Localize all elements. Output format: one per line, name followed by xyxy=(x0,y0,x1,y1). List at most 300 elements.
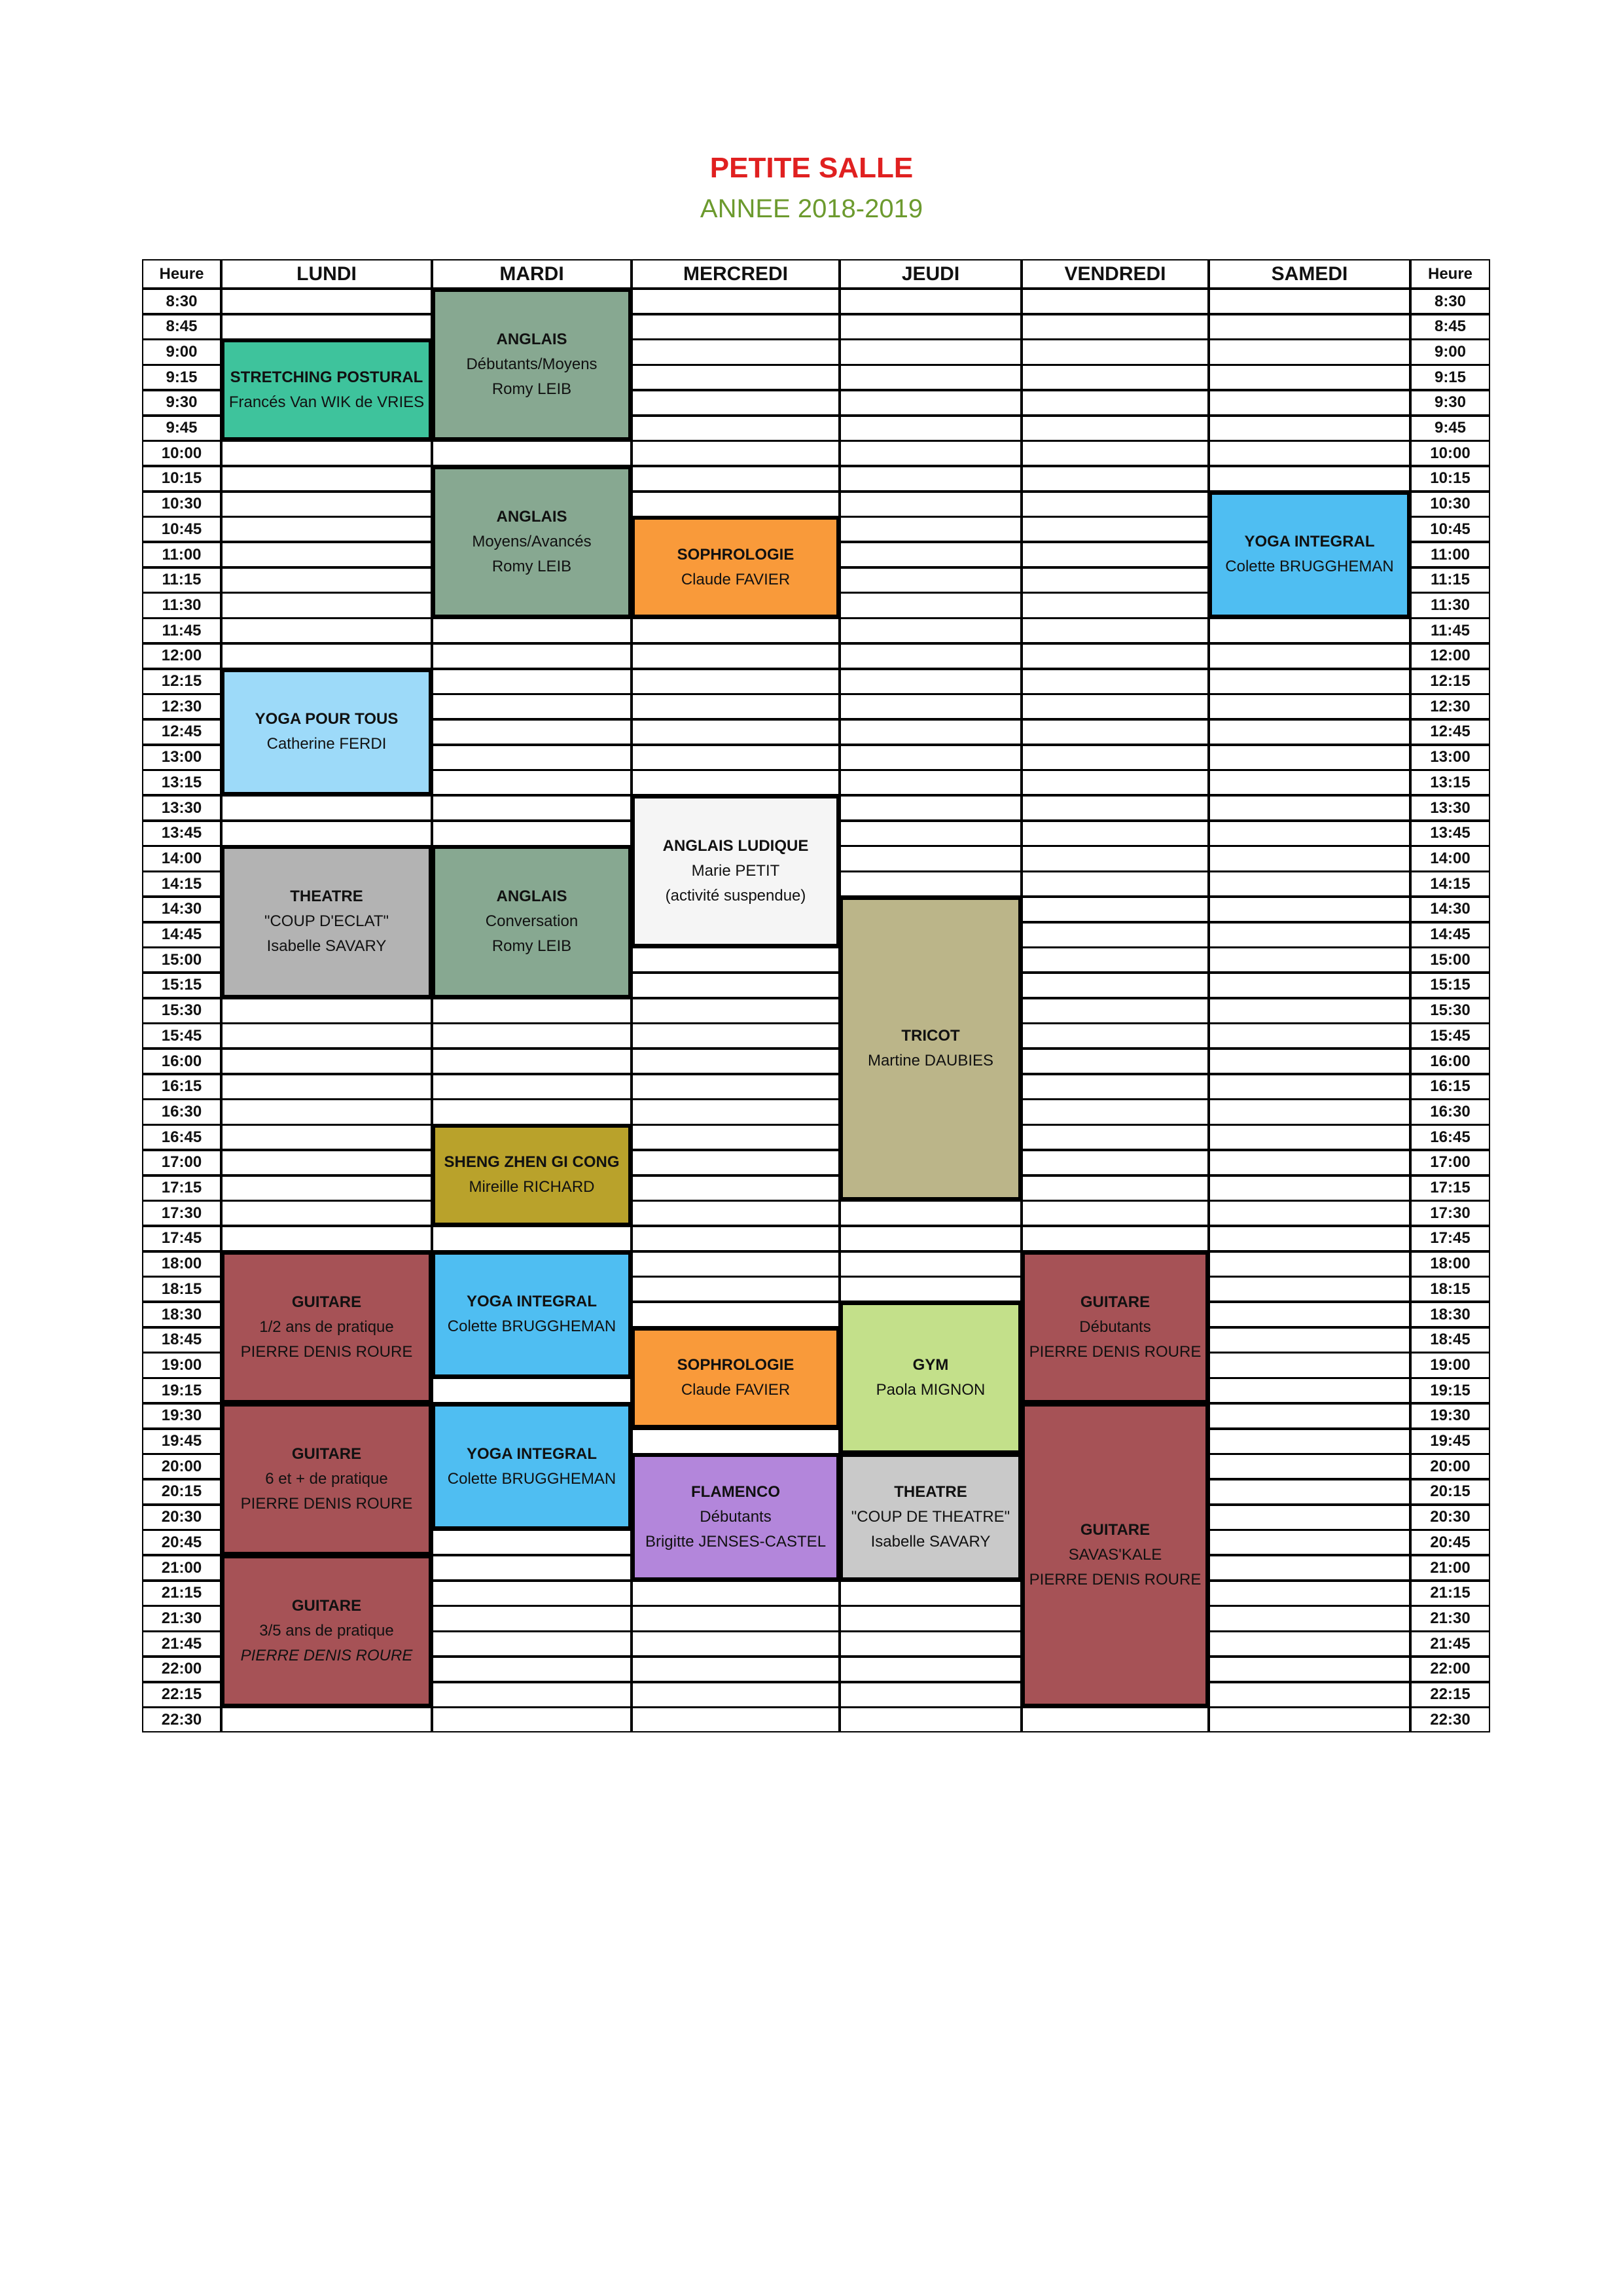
empty-slot xyxy=(840,1682,1022,1708)
activity-block[interactable] xyxy=(432,289,632,440)
empty-slot xyxy=(432,998,632,1024)
empty-slot xyxy=(1022,1074,1209,1100)
time-label: 22:30 xyxy=(1410,1707,1490,1732)
empty-slot xyxy=(1022,618,1209,643)
empty-slot xyxy=(840,466,1022,492)
empty-slot xyxy=(221,314,432,340)
time-label: 8:45 xyxy=(1410,314,1490,340)
time-label: 11:15 xyxy=(1410,567,1490,593)
activity-title: GYM xyxy=(912,1356,949,1374)
empty-slot xyxy=(1209,365,1410,390)
day-header: JEUDI xyxy=(840,259,1022,289)
empty-slot xyxy=(632,1074,840,1100)
activity-title: GUITARE xyxy=(291,1597,362,1615)
time-label: 19:45 xyxy=(1410,1429,1490,1454)
time-label: 14:15 xyxy=(142,871,221,897)
empty-slot xyxy=(432,1631,632,1657)
empty-slot xyxy=(221,795,432,821)
empty-slot xyxy=(432,618,632,643)
day-header: LUNDI xyxy=(221,259,432,289)
empty-slot xyxy=(1022,1707,1209,1732)
time-label: 17:15 xyxy=(142,1175,221,1201)
activity-block[interactable] xyxy=(432,1124,632,1226)
time-label: 15:30 xyxy=(1410,998,1490,1024)
empty-slot xyxy=(1209,897,1410,922)
time-label: 19:45 xyxy=(142,1429,221,1454)
empty-slot xyxy=(1022,314,1209,340)
empty-slot xyxy=(840,1707,1022,1732)
time-label: 10:45 xyxy=(1410,516,1490,542)
empty-slot xyxy=(1022,897,1209,922)
empty-slot xyxy=(1022,567,1209,593)
empty-slot xyxy=(840,1657,1022,1682)
empty-slot xyxy=(1022,516,1209,542)
time-label: 11:00 xyxy=(1410,542,1490,567)
activity-detail: Moyens/Avancés xyxy=(472,532,592,550)
time-label: 21:30 xyxy=(1410,1605,1490,1631)
empty-slot xyxy=(1022,289,1209,314)
empty-slot xyxy=(1209,390,1410,416)
time-label: 21:00 xyxy=(1410,1555,1490,1581)
empty-slot xyxy=(1209,1302,1410,1327)
empty-slot xyxy=(632,1581,840,1606)
time-label: 16:15 xyxy=(142,1074,221,1100)
empty-slot xyxy=(1022,1124,1209,1150)
empty-slot xyxy=(632,339,840,365)
empty-slot xyxy=(632,289,840,314)
activity-block[interactable] xyxy=(840,1302,1022,1454)
time-label: 11:30 xyxy=(1410,592,1490,618)
empty-slot xyxy=(632,1251,840,1277)
empty-slot xyxy=(1209,1175,1410,1201)
empty-slot xyxy=(1209,998,1410,1024)
activity-title: YOGA INTEGRAL xyxy=(466,1444,597,1463)
empty-slot xyxy=(1209,1581,1410,1606)
time-label: 21:00 xyxy=(142,1555,221,1581)
empty-slot xyxy=(632,1049,840,1074)
time-label: 12:30 xyxy=(1410,694,1490,719)
activity-block[interactable] xyxy=(221,1403,432,1555)
empty-slot xyxy=(1209,314,1410,340)
time-label: 19:30 xyxy=(142,1403,221,1429)
activity-detail: 6 et + de pratique xyxy=(265,1469,388,1488)
empty-slot xyxy=(632,1605,840,1631)
activity-title: GUITARE xyxy=(291,1444,362,1463)
activity-detail: Isabelle SAVARY xyxy=(870,1532,991,1551)
empty-slot xyxy=(1209,1429,1410,1454)
activity-block[interactable] xyxy=(432,846,632,997)
time-label: 18:45 xyxy=(1410,1327,1490,1353)
activity-detail: Isabelle SAVARY xyxy=(266,937,387,956)
empty-slot xyxy=(1209,1074,1410,1100)
empty-slot xyxy=(632,1682,840,1708)
time-label: 18:30 xyxy=(142,1302,221,1327)
activity-detail: Débutants/Moyens xyxy=(466,355,597,374)
activity-block[interactable] xyxy=(632,516,840,618)
time-label: 19:15 xyxy=(1410,1378,1490,1403)
empty-slot xyxy=(221,1049,432,1074)
empty-slot xyxy=(1209,1707,1410,1732)
empty-slot xyxy=(432,1530,632,1555)
activity-title: ANGLAIS LUDIQUE xyxy=(662,837,809,855)
empty-slot xyxy=(1209,1530,1410,1555)
empty-slot xyxy=(632,643,840,669)
time-label: 18:30 xyxy=(1410,1302,1490,1327)
empty-slot xyxy=(1022,466,1209,492)
empty-slot xyxy=(632,416,840,441)
empty-slot xyxy=(1209,947,1410,973)
time-label: 12:00 xyxy=(142,643,221,669)
time-label: 19:00 xyxy=(1410,1352,1490,1378)
time-label: 15:30 xyxy=(142,998,221,1024)
empty-slot xyxy=(1022,719,1209,745)
page-title: PETITE SALLE xyxy=(709,152,914,184)
empty-slot xyxy=(1209,821,1410,846)
empty-slot xyxy=(1209,1124,1410,1150)
empty-slot xyxy=(1209,1150,1410,1175)
time-label: 11:15 xyxy=(142,567,221,593)
time-label: 17:45 xyxy=(1410,1226,1490,1251)
time-label: 17:00 xyxy=(142,1150,221,1175)
empty-slot xyxy=(1209,1327,1410,1353)
empty-slot xyxy=(840,390,1022,416)
time-label: 16:45 xyxy=(142,1124,221,1150)
time-label: 20:30 xyxy=(142,1505,221,1530)
empty-slot xyxy=(840,821,1022,846)
time-label: 12:45 xyxy=(1410,719,1490,745)
time-label: 20:45 xyxy=(1410,1530,1490,1555)
activity-detail: PIERRE DENIS ROURE xyxy=(240,1342,413,1361)
empty-slot xyxy=(1022,669,1209,694)
empty-slot xyxy=(632,365,840,390)
activity-detail: Francés Van WIK de VRIES xyxy=(228,393,425,411)
empty-slot xyxy=(1022,440,1209,466)
empty-slot xyxy=(1209,871,1410,897)
activity-title: SOPHROLOGIE xyxy=(677,1356,794,1374)
time-label: 14:30 xyxy=(1410,897,1490,922)
empty-slot xyxy=(1022,846,1209,871)
empty-slot xyxy=(840,1251,1022,1277)
time-label: 9:45 xyxy=(1410,416,1490,441)
empty-slot xyxy=(632,390,840,416)
empty-slot xyxy=(840,492,1022,517)
activity-detail: Romy LEIB xyxy=(491,380,572,399)
time-label: 16:00 xyxy=(142,1049,221,1074)
empty-slot xyxy=(1022,998,1209,1024)
empty-slot xyxy=(1022,1023,1209,1049)
empty-slot xyxy=(840,871,1022,897)
empty-slot xyxy=(1209,1276,1410,1302)
time-label: 15:00 xyxy=(142,947,221,973)
empty-slot xyxy=(1209,846,1410,871)
time-label: 22:00 xyxy=(142,1657,221,1682)
time-label: 18:15 xyxy=(142,1276,221,1302)
activity-detail: Colette BRUGGHEMAN xyxy=(447,1318,616,1336)
empty-slot xyxy=(632,973,840,998)
time-label: 17:30 xyxy=(142,1200,221,1226)
empty-slot xyxy=(432,1099,632,1124)
time-label: 22:30 xyxy=(142,1707,221,1732)
empty-slot xyxy=(1209,1454,1410,1479)
activity-block[interactable] xyxy=(221,1555,432,1707)
time-label: 18:45 xyxy=(142,1327,221,1353)
time-label: 16:30 xyxy=(1410,1099,1490,1124)
empty-slot xyxy=(221,542,432,567)
activity-detail: Colette BRUGGHEMAN xyxy=(1225,558,1394,576)
empty-slot xyxy=(1022,1150,1209,1175)
empty-slot xyxy=(221,592,432,618)
empty-slot xyxy=(840,592,1022,618)
empty-slot xyxy=(840,1226,1022,1251)
activity-title: YOGA INTEGRAL xyxy=(466,1293,597,1311)
activity-detail: PIERRE DENIS ROURE xyxy=(1029,1342,1202,1361)
time-label: 19:30 xyxy=(1410,1403,1490,1429)
empty-slot xyxy=(1209,745,1410,770)
empty-slot xyxy=(432,719,632,745)
empty-slot xyxy=(1209,922,1410,948)
time-label: 10:00 xyxy=(1410,440,1490,466)
empty-slot xyxy=(840,1581,1022,1606)
time-label: 13:15 xyxy=(1410,770,1490,795)
empty-slot xyxy=(1209,694,1410,719)
time-label: 8:30 xyxy=(1410,289,1490,314)
empty-slot xyxy=(840,846,1022,871)
time-label: 15:45 xyxy=(142,1023,221,1049)
empty-slot xyxy=(1022,922,1209,948)
empty-slot xyxy=(1022,745,1209,770)
time-label: 9:15 xyxy=(1410,365,1490,390)
time-label: 10:30 xyxy=(1410,492,1490,517)
empty-slot xyxy=(1209,440,1410,466)
empty-slot xyxy=(1209,618,1410,643)
time-label: 14:45 xyxy=(142,922,221,948)
empty-slot xyxy=(840,416,1022,441)
empty-slot xyxy=(1022,973,1209,998)
empty-slot xyxy=(1209,1226,1410,1251)
time-label: 17:15 xyxy=(1410,1175,1490,1201)
empty-slot xyxy=(221,1074,432,1100)
empty-slot xyxy=(1209,1378,1410,1403)
activity-detail: Conversation xyxy=(485,912,579,931)
empty-slot xyxy=(1022,821,1209,846)
empty-slot xyxy=(632,314,840,340)
activity-block[interactable] xyxy=(1209,492,1410,619)
empty-slot xyxy=(1209,1200,1410,1226)
empty-slot xyxy=(1022,390,1209,416)
activity-detail: Brigitte JENSES-CASTEL xyxy=(645,1532,827,1551)
empty-slot xyxy=(432,770,632,795)
empty-slot xyxy=(1209,1631,1410,1657)
empty-slot xyxy=(432,1074,632,1100)
page-subtitle: ANNEE 2018-2019 xyxy=(700,194,923,223)
empty-slot xyxy=(632,1200,840,1226)
time-label: 16:30 xyxy=(142,1099,221,1124)
empty-slot xyxy=(840,1276,1022,1302)
time-label: 12:00 xyxy=(1410,643,1490,669)
empty-slot xyxy=(1209,770,1410,795)
time-label: 15:45 xyxy=(1410,1023,1490,1049)
empty-slot xyxy=(632,1124,840,1150)
time-label: 18:00 xyxy=(142,1251,221,1277)
time-label: 17:45 xyxy=(142,1226,221,1251)
activity-title: ANGLAIS xyxy=(496,507,567,526)
empty-slot xyxy=(432,694,632,719)
empty-slot xyxy=(432,1555,632,1581)
empty-slot xyxy=(1209,416,1410,441)
empty-slot xyxy=(632,947,840,973)
time-label: 11:45 xyxy=(142,618,221,643)
time-label: 13:00 xyxy=(1410,745,1490,770)
activity-detail: "COUP D'ECLAT" xyxy=(264,912,389,931)
activity-detail: Romy LEIB xyxy=(491,557,572,575)
empty-slot xyxy=(1209,1352,1410,1378)
activity-block[interactable] xyxy=(432,1403,632,1530)
empty-slot xyxy=(432,643,632,669)
time-label: 10:15 xyxy=(142,466,221,492)
empty-slot xyxy=(632,1302,840,1327)
activity-block[interactable] xyxy=(632,795,840,947)
empty-slot xyxy=(632,1175,840,1201)
empty-slot xyxy=(221,643,432,669)
time-label: 9:30 xyxy=(142,390,221,416)
activity-block[interactable] xyxy=(221,669,432,796)
day-header: MERCREDI xyxy=(632,259,840,289)
activity-title: FLAMENCO xyxy=(691,1482,780,1501)
activity-block[interactable] xyxy=(432,466,632,618)
time-label: 12:15 xyxy=(142,669,221,694)
time-label: 22:15 xyxy=(1410,1682,1490,1708)
activity-block[interactable] xyxy=(221,339,432,440)
empty-slot xyxy=(1022,339,1209,365)
activity-block[interactable] xyxy=(1022,1251,1209,1403)
activity-block[interactable] xyxy=(840,897,1022,1200)
empty-slot xyxy=(840,618,1022,643)
empty-slot xyxy=(840,516,1022,542)
time-label: 20:45 xyxy=(142,1530,221,1555)
activity-detail: PIERRE DENIS ROURE xyxy=(240,1494,413,1513)
time-label: 13:15 xyxy=(142,770,221,795)
time-label: 14:15 xyxy=(1410,871,1490,897)
empty-slot xyxy=(632,1631,840,1657)
empty-slot xyxy=(432,795,632,821)
empty-slot xyxy=(632,1429,840,1454)
day-header: SAMEDI xyxy=(1209,259,1410,289)
activity-detail: Claude FAVIER xyxy=(681,570,791,588)
empty-slot xyxy=(1209,1251,1410,1277)
empty-slot xyxy=(1209,1479,1410,1505)
empty-slot xyxy=(432,1049,632,1074)
activity-block[interactable] xyxy=(221,1251,432,1403)
empty-slot xyxy=(221,1150,432,1175)
empty-slot xyxy=(1022,1099,1209,1124)
activity-detail: Débutants xyxy=(1079,1318,1151,1336)
activity-block[interactable] xyxy=(632,1454,840,1581)
empty-slot xyxy=(1209,1023,1410,1049)
empty-slot xyxy=(1209,466,1410,492)
activity-block[interactable] xyxy=(221,846,432,997)
empty-slot xyxy=(221,516,432,542)
activity-block[interactable] xyxy=(840,1454,1022,1581)
empty-slot xyxy=(1022,1200,1209,1226)
empty-slot xyxy=(632,1226,840,1251)
time-label: 11:45 xyxy=(1410,618,1490,643)
empty-slot xyxy=(432,821,632,846)
empty-slot xyxy=(221,289,432,314)
empty-slot xyxy=(632,440,840,466)
empty-slot xyxy=(632,669,840,694)
empty-slot xyxy=(432,440,632,466)
time-label: 22:15 xyxy=(142,1682,221,1708)
activity-title: THEATRE xyxy=(894,1482,967,1501)
time-label: 16:00 xyxy=(1410,1049,1490,1074)
time-label: 9:00 xyxy=(1410,339,1490,365)
empty-slot xyxy=(1022,643,1209,669)
time-label: 21:45 xyxy=(1410,1631,1490,1657)
time-label: 10:00 xyxy=(142,440,221,466)
empty-slot xyxy=(840,314,1022,340)
activity-detail: PIERRE DENIS ROURE xyxy=(1029,1570,1202,1588)
empty-slot xyxy=(1209,643,1410,669)
time-label: 13:45 xyxy=(1410,821,1490,846)
empty-slot xyxy=(840,1200,1022,1226)
time-label: 21:15 xyxy=(142,1581,221,1606)
empty-slot xyxy=(840,770,1022,795)
activity-block[interactable] xyxy=(432,1251,632,1378)
time-label: 17:30 xyxy=(1410,1200,1490,1226)
empty-slot xyxy=(221,1023,432,1049)
activity-title: GUITARE xyxy=(1080,1293,1150,1311)
time-label: 14:00 xyxy=(1410,846,1490,871)
empty-slot xyxy=(1022,492,1209,517)
time-label: 18:15 xyxy=(1410,1276,1490,1302)
activity-block[interactable] xyxy=(1022,1403,1209,1707)
time-label: 10:30 xyxy=(142,492,221,517)
empty-slot xyxy=(1022,1049,1209,1074)
empty-slot xyxy=(221,1124,432,1150)
empty-slot xyxy=(1209,289,1410,314)
empty-slot xyxy=(1209,1555,1410,1581)
time-label: 13:30 xyxy=(142,795,221,821)
empty-slot xyxy=(432,1682,632,1708)
time-label: 20:15 xyxy=(1410,1479,1490,1505)
empty-slot xyxy=(1022,1175,1209,1201)
time-label: 15:15 xyxy=(1410,973,1490,998)
empty-slot xyxy=(221,1226,432,1251)
empty-slot xyxy=(632,745,840,770)
empty-slot xyxy=(432,745,632,770)
activity-detail: Martine DAUBIES xyxy=(867,1051,994,1069)
empty-slot xyxy=(840,542,1022,567)
empty-slot xyxy=(1209,1682,1410,1708)
time-label: 13:30 xyxy=(1410,795,1490,821)
time-label: 14:45 xyxy=(1410,922,1490,948)
time-label: 10:15 xyxy=(1410,466,1490,492)
empty-slot xyxy=(221,618,432,643)
empty-slot xyxy=(432,1226,632,1251)
activity-title: TRICOT xyxy=(901,1026,960,1045)
empty-slot xyxy=(221,440,432,466)
empty-slot xyxy=(432,1707,632,1732)
activity-block[interactable] xyxy=(632,1327,840,1429)
empty-slot xyxy=(221,567,432,593)
activity-detail: SAVAS'KALE xyxy=(1068,1545,1162,1564)
activity-detail: 1/2 ans de pratique xyxy=(259,1318,394,1336)
empty-slot xyxy=(221,998,432,1024)
empty-slot xyxy=(632,1023,840,1049)
empty-slot xyxy=(840,365,1022,390)
time-label: 8:45 xyxy=(142,314,221,340)
activity-title: GUITARE xyxy=(291,1293,362,1311)
